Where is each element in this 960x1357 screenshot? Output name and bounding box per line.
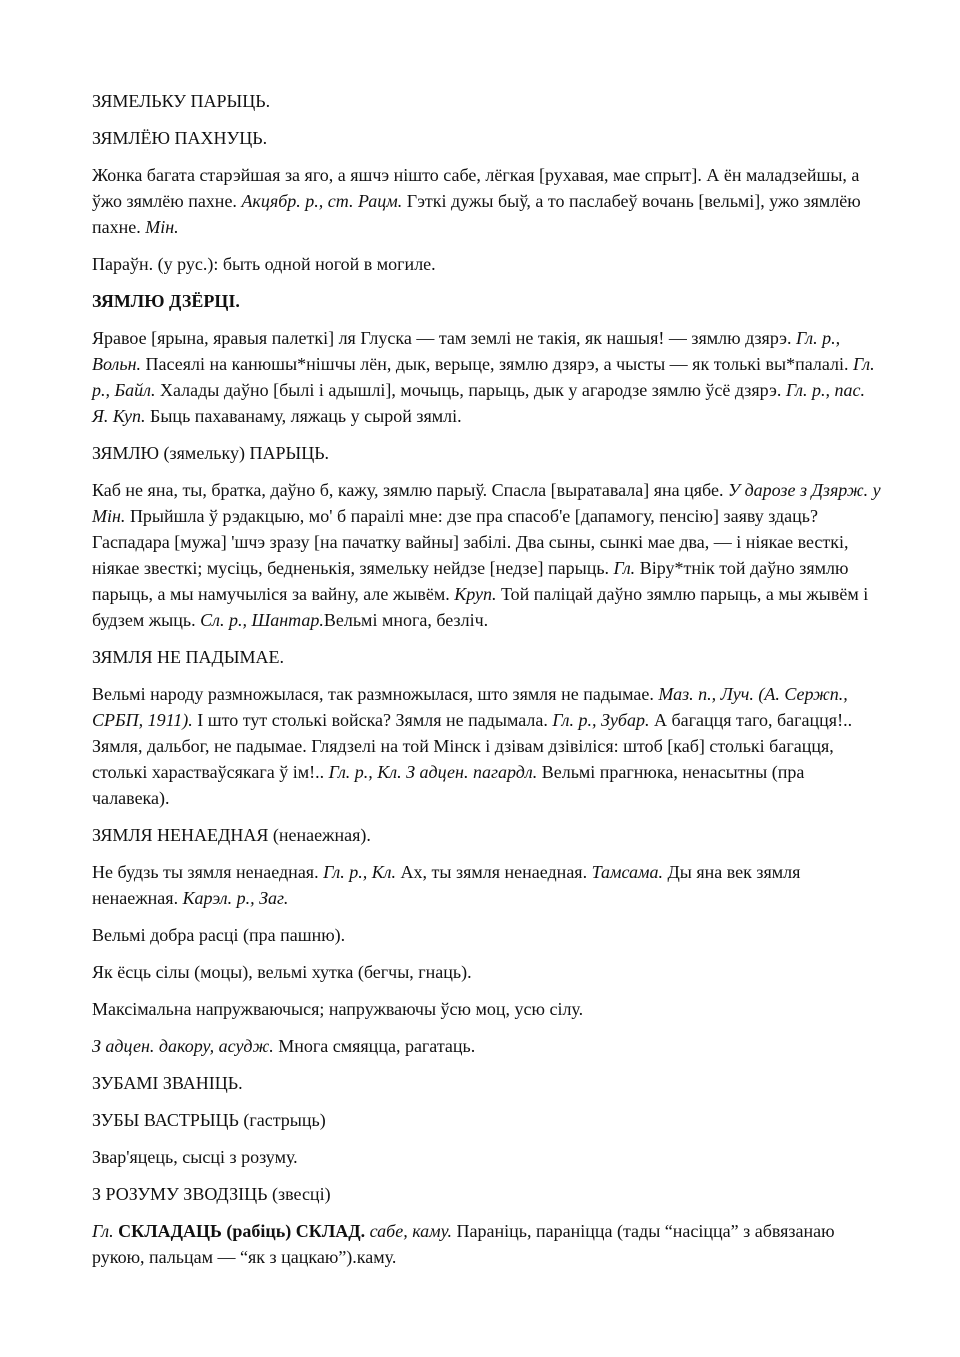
italic-text: У дарозе з Дзярж. у Мін.	[92, 480, 881, 526]
italic-text: Гл.	[92, 1221, 114, 1241]
bold-text: СКЛАДАЦЬ (рабіць) СКЛАД.	[118, 1221, 366, 1241]
paragraph	[92, 922, 882, 948]
italic-text: Гл.	[613, 558, 636, 578]
text-run: З РОЗУМУ ЗВОДЗІЦЬ (звесці)	[92, 1184, 331, 1204]
paragraph	[92, 325, 882, 429]
text-run: Віру*тнік той даўно зямлю парыць, а мы намучыліся за вайну, але жывём.	[92, 558, 849, 604]
italic-text: сабе, каму.	[369, 1221, 453, 1241]
italic-text: Гл. р., Зубар.	[552, 710, 650, 730]
italic-text: Карэл. р., Заг.	[182, 888, 289, 908]
paragraph	[92, 288, 882, 314]
text-run: ЗЯМЛЁЮ ПАХНУЦЬ.	[92, 128, 268, 148]
text-run: Ах, ты зямля ненаедная.	[396, 862, 592, 882]
paragraph	[92, 681, 882, 811]
italic-text: Маз. п., Луч. (А. Сержп., СРБП, 1911).	[92, 684, 848, 730]
text-run: Вельмі народу размножылася, так размножылася, што зямля не падымае.	[92, 684, 659, 704]
text-run: Прыйшла ў рэдакцыю, мо' б параілі мне: дзе пра спасоб'е [дапамогу, пенсію] заяву здаць? Гаспадара [мужа] 'шчэ зразу [на пачатку вайны] забілі. Два сыны, сынкі мае два, — і ніякае весткі, ніякае звесткі; мусіць, бедненькія, зямельку нейдзе [недзе] парыць.	[92, 506, 849, 578]
text-run: ЗЯМЛЮ (зямельку) ПАРЫЦЬ.	[92, 443, 330, 463]
paragraph	[92, 1033, 882, 1059]
italic-text: Мін.	[145, 217, 179, 237]
paragraph	[92, 1144, 882, 1170]
paragraph	[92, 959, 882, 985]
text-run: Ды яна век зямля ненаежная.	[92, 862, 801, 908]
text-run: Халады даўно [былі і адышлі], мочыць, парыць, дык у агародзе зямлю ўсё дзярэ.	[155, 380, 786, 400]
text-run: ЗУБАМІ ЗВАНІЦЬ.	[92, 1073, 243, 1093]
text-run: Максімальна напружваючыся; напружваючы ўсю моц, усю сілу.	[92, 999, 584, 1019]
paragraph	[92, 1181, 882, 1207]
text-run: Той паліцай даўно зямлю парыць, а мы жывём і будзем жыць.	[92, 584, 869, 630]
text-run: ЗЯМЛЯ НЕНАЕДНАЯ (ненаежная).	[92, 825, 371, 845]
paragraph	[92, 1107, 882, 1133]
text-run: А багацця таго, багацця!.. Зямля, дальбог, не падымае. Глядзелі на той Мінск і дзівам дзівіліся: штоб [каб] столькі багацця, столькі харастваўсякага ў ім!..	[92, 710, 853, 782]
italic-text: Гл. р., Байл.	[92, 354, 875, 400]
text-run: І што тут столькі войска? Зямля не падымала.	[192, 710, 553, 730]
paragraph	[92, 644, 882, 670]
italic-text: Гл. р., Кл.	[323, 862, 397, 882]
text-run: Быць пахаванаму, ляжаць у сырой зямлі.	[145, 406, 462, 426]
text-run: Яравое [ярына, яравыя палеткі] ля Глуска — там землі не такія, як нашыя! — зямлю дзярэ.	[92, 328, 797, 348]
text-run: Параўн. (у рус.): быть одной ногой в могиле.	[92, 254, 436, 274]
text-run: Параніць, параніцца (тады “насіцца” з абвязанаю рукою, пальцам — “як з цацкаю”).каму.	[92, 1221, 835, 1267]
text-run: Як ёсць сілы (моцы), вельмі хутка (бегчы, гнаць).	[92, 962, 472, 982]
bold-text: ЗЯМЛЮ ДЗЁРЦІ.	[92, 291, 240, 311]
text-run: Вельмі добра расці (пра пашню).	[92, 925, 346, 945]
italic-text: Сл. р., Шантар.	[200, 610, 324, 630]
paragraph	[92, 162, 882, 240]
italic-text: З адцен. дакору, асудж.	[92, 1036, 274, 1056]
paragraph	[92, 477, 882, 633]
paragraph	[92, 859, 882, 911]
text-run: Вельмі многа, безліч.	[323, 610, 489, 630]
paragraph	[92, 251, 882, 277]
italic-text: Гл. р., Вольн.	[92, 328, 841, 374]
paragraph	[92, 88, 882, 114]
text-run: ЗЯМЛЯ НЕ ПАДЫМАЕ.	[92, 647, 285, 667]
italic-text: Гл. р., Кл. З адцен. пагардл.	[328, 762, 538, 782]
italic-text: Акцябр. р., ст. Рацм.	[241, 191, 403, 211]
paragraph	[92, 1218, 882, 1270]
paragraph	[92, 996, 882, 1022]
text-run: Пасеялі на канюшы*нішчы лён, дык, верыце, зямлю дзярэ, а чысты — як толькі вы*палалі.	[141, 354, 854, 374]
italic-text: Круп.	[454, 584, 497, 604]
text-run: Жонка багата старэйшая за яго, а яшчэ нішто сабе, лёгкая [рухавая, мае спрыт]. А ён маладзейшы, а ўжо зямлёю пахне.	[92, 165, 860, 211]
text-run: Каб не яна, ты, братка, даўно б, кажу, зямлю парыў. Спасла [выратавала] яна цябе.	[92, 480, 728, 500]
text-run: Звар'яцець, сысці з розуму.	[92, 1147, 298, 1167]
italic-text: Гл. р., пас. Я. Куп.	[92, 380, 865, 426]
text-run: ЗЯМЕЛЬКУ ПАРЫЦЬ.	[92, 91, 271, 111]
text-run: Гэткі дужы быў, а то паслабеў вочань [вельмі], ужо зямлёю пахне.	[92, 191, 861, 237]
text-run: Многа смяяцца, рагатаць.	[273, 1036, 476, 1056]
italic-text: Тамсама.	[591, 862, 663, 882]
paragraph	[92, 822, 882, 848]
text-run: Не будзь ты зямля ненаедная.	[92, 862, 324, 882]
text-run: Вельмі прагнюка, ненасытны (пра чалавека).	[92, 762, 805, 808]
paragraph	[92, 1070, 882, 1096]
paragraph	[92, 440, 882, 466]
document-page	[92, 88, 882, 1281]
paragraph	[92, 125, 882, 151]
text-run: ЗУБЫ ВАСТРЫЦЬ (гастрыць)	[92, 1110, 326, 1130]
